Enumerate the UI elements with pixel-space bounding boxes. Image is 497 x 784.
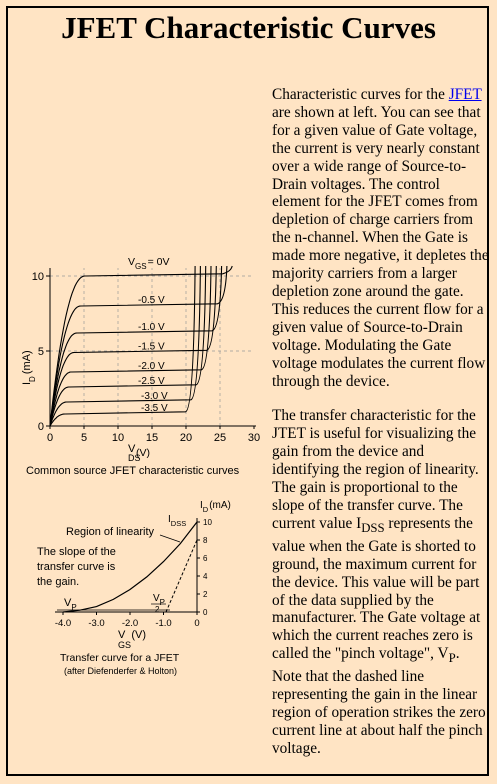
- chart1-x-axis-sub: DS: [128, 453, 141, 463]
- chart2-y-tick-label: 10: [203, 518, 212, 527]
- chart1-curve-label: -1.0 V: [138, 322, 165, 333]
- vp-label: $V_P$: [64, 597, 77, 612]
- chart2-y-tick-label: 4: [203, 572, 208, 581]
- chart2-x-tick-label: -1.0: [155, 618, 172, 629]
- chart2-y-tick-label: 2: [203, 590, 208, 599]
- vgs-zero-label: $V_{GS}= 0V$: [128, 256, 170, 271]
- chart1-curve-labels: [138, 295, 168, 414]
- chart1-curve-label: -2.0 V: [138, 361, 165, 372]
- chart1-y-tick-label: 5: [37, 346, 44, 358]
- gain-dashed-line: [166, 540, 197, 612]
- chart2-x-tick-label: -4.0: [54, 618, 72, 629]
- chart1-x-tick-label: 15: [145, 432, 159, 444]
- chart2-x-axis-sub: GS: [118, 640, 132, 650]
- chart1-x-tick-label: 0: [46, 432, 54, 444]
- chart2-y-ticks: [197, 518, 212, 617]
- chart1-x-ticks: [47, 426, 260, 444]
- para2-vp-sub: P: [448, 651, 456, 666]
- chart1-x-tick-label: 20: [179, 432, 193, 444]
- chart2-y-tick-label: 8: [203, 536, 208, 545]
- chart1-caption: Common source JFET characteristic curves: [26, 465, 240, 477]
- page-title: JFET Characteristic Curves: [61, 10, 436, 45]
- chart2-x-axis-label: V (V): [118, 629, 147, 641]
- slope-note-line2: transfer curve is: [37, 561, 116, 573]
- chart1-curve-label: -3.0 V: [141, 391, 168, 402]
- para2-text-b: represents the value when the Gate is shorted to ground, the maximum current for the device. This value will be part of the data supplied by the manufacturer. The Gate voltage at which the current reaches zero is called the "pinch voltage", V: [272, 514, 481, 663]
- chart1-y-ticks: [32, 271, 50, 433]
- chart2-id-label: $I_D(mA)$: [200, 500, 231, 514]
- chart2-y-tick-label: 0: [203, 608, 208, 617]
- region-pointer: [160, 535, 180, 542]
- chart2-x-tick-label: -2.0: [121, 618, 139, 629]
- chart2-x-tick-label: -3.0: [88, 618, 105, 629]
- chart1-curve-label: -1.5 V: [138, 341, 165, 353]
- para2-text-a: The transfer characteristic for the JTET is useful for visualizing the gain from the device and identifying the region of linearity. The gain is proportional to the slope of the transfer curve. The current value I: [272, 407, 479, 532]
- chart2-caption: Transfer curve for a JFET: [60, 652, 180, 664]
- para2-idss-sub: DSS: [361, 520, 385, 535]
- jfet-link[interactable]: JFET: [448, 86, 482, 103]
- para1-text-b: are shown at left. You can see that for a given value of Gate voltage, the current is very nearly constant over a wide range of Source-to-Drain voltages. The control element for the JFET comes from depletion of charge carriers from the n-channel. When the Gate is made more negative, it depletes the majority carriers from a larger depletion zone around the gate. This reduces the current flow for a given value of Source-to-Drain voltage. Modulating the Gate voltage modulates the current flow through the device.: [272, 103, 489, 390]
- chart1-y-tick-label: 10: [31, 271, 44, 283]
- chart2-x-ticks: [55, 612, 200, 629]
- chart1-x-axis-label: V(V): [128, 443, 150, 459]
- para1-text-a: Characteristic curves for the: [272, 86, 449, 103]
- para2-text-c: . Note that the dashed line representing the gain in the linear region of operation strikes the zero current line at about half the pinch voltage.: [272, 645, 486, 757]
- explanation-text: [272, 86, 490, 775]
- chart2-y-tick-label: 6: [203, 554, 208, 563]
- region-of-linearity-label: Region of linearity: [66, 526, 155, 538]
- chart2-x-tick-label: 0: [194, 618, 200, 629]
- chart1-x-tick-label: 25: [213, 432, 227, 444]
- chart1-curve-label: -0.5 V: [138, 295, 165, 306]
- chart1-y-tick-label: 0: [37, 421, 44, 433]
- chart1-x-tick-label: 5: [80, 432, 88, 444]
- characteristic-curves-chart: [21, 256, 260, 477]
- chart1-x-tick-label: 30: [247, 432, 261, 444]
- paragraph-transfer: [272, 407, 490, 757]
- idss-label: $I_{DSS}$: [168, 514, 187, 528]
- chart1-curve: [50, 266, 200, 426]
- chart1-y-axis-label: $I_D(mA)$: [21, 350, 37, 385]
- chart1-curve-label: -2.5 V: [138, 376, 165, 387]
- chart2-caption-credit: (after Diefenderfer & Holton): [64, 666, 178, 676]
- slope-note-line1: The slope of the: [37, 546, 116, 558]
- slope-note-line3: the gain.: [37, 576, 80, 588]
- transfer-curve-chart: [37, 500, 231, 676]
- chart1-x-tick-label: 10: [111, 432, 125, 444]
- chart1-curve-label: -3.5 V: [141, 403, 168, 414]
- paragraph-characteristic: [272, 86, 490, 390]
- vp-half-denominator: 2: [155, 605, 160, 614]
- vp-half-label: $V_P$: [153, 593, 166, 607]
